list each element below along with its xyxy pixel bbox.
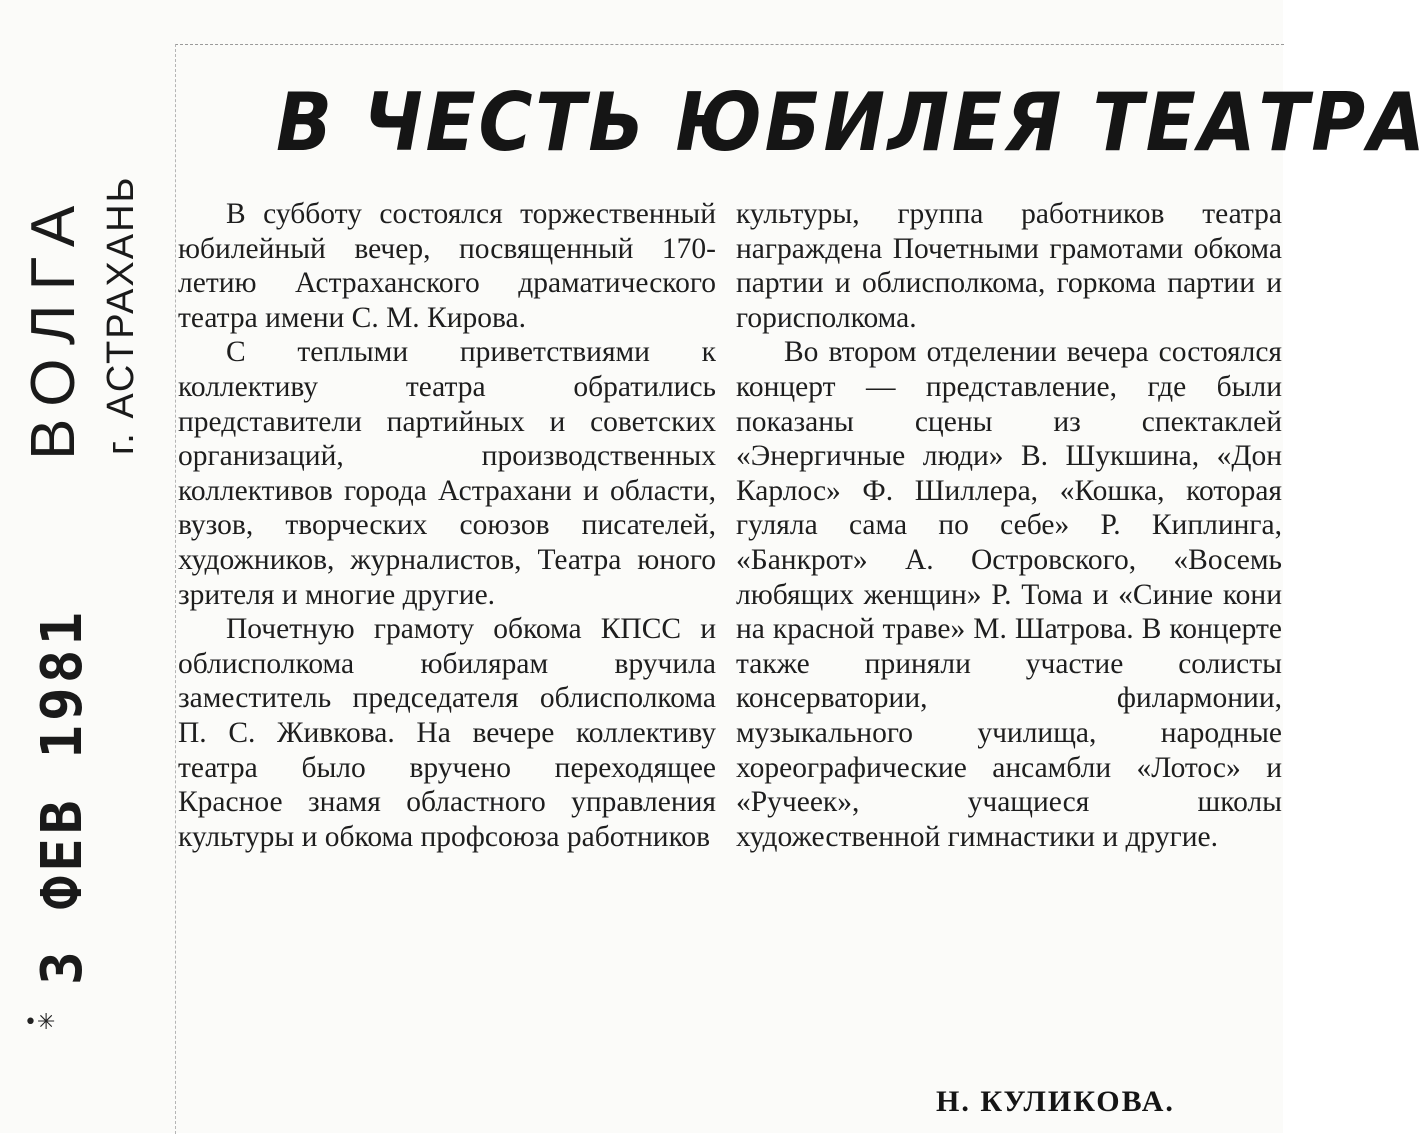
newspaper-city: г. АСТРАХАНЬ xyxy=(100,175,142,455)
date-stamp: 3 ФЕВ 1981 xyxy=(30,607,95,985)
article-paragraph: С теплыми приветствиями к коллективу театра обратились представители партийных и советских организаций, производственных коллективов города Астрахани и области, вузов, творческих союзов писателей, художников, журналистов, Театра юного зрителя и многие другие. xyxy=(178,336,716,611)
newspaper-title: ВОЛГА xyxy=(19,191,88,460)
article-clipping xyxy=(175,44,1428,1134)
article-paragraph: культуры, группа работников театра награждена Почетными грамотами обкома партии и облисполкома, горкома партии и горисполкома. xyxy=(736,198,1282,334)
article-byline: Н. КУЛИКОВА. xyxy=(936,1085,1175,1118)
article-column-right xyxy=(736,197,1282,854)
article-paragraph: В субботу состоялся торжественный юбилейный вечер, посвященный 170-летию Астраханского драматического театра имени С. М. Кирова. xyxy=(178,198,716,334)
stamp-mark: •✳ xyxy=(24,1010,56,1035)
article-headline: В ЧЕСТЬ ЮБИЛЕЯ ТЕАТРА xyxy=(276,76,1428,169)
newspaper-masthead-strip xyxy=(0,0,170,1133)
article-paragraph: Почетную грамоту обкома КПСС и облисполкома юбилярам вручила заместитель председателя облисполкома П. С. Живкова. На вечере коллективу театра было вручено переходящее Красное знамя областного управления культуры и обкома профсоюза работников xyxy=(178,613,716,853)
article-column-left xyxy=(178,197,716,854)
article-paragraph: Во втором отделении вечера состоялся концерт — представление, где были показаны сцены из спектаклей «Энергичные люди» В. Шукшина, «Дон Карлос» Ф. Шиллера, «Кошка, которая гуляла сама по себе» Р. Киплинга, «Банкрот» А. Островского, «Восемь любящих женщин» Р. Тома и «Синие кони на красной траве» М. Шатрова. В концерте также приняли участие солисты консерватории, филармонии, музыкального училища, народные хореографические ансамбли «Лотос» и «Ручеек», учащиеся школы художественной гимнастики и другие. xyxy=(736,336,1282,853)
